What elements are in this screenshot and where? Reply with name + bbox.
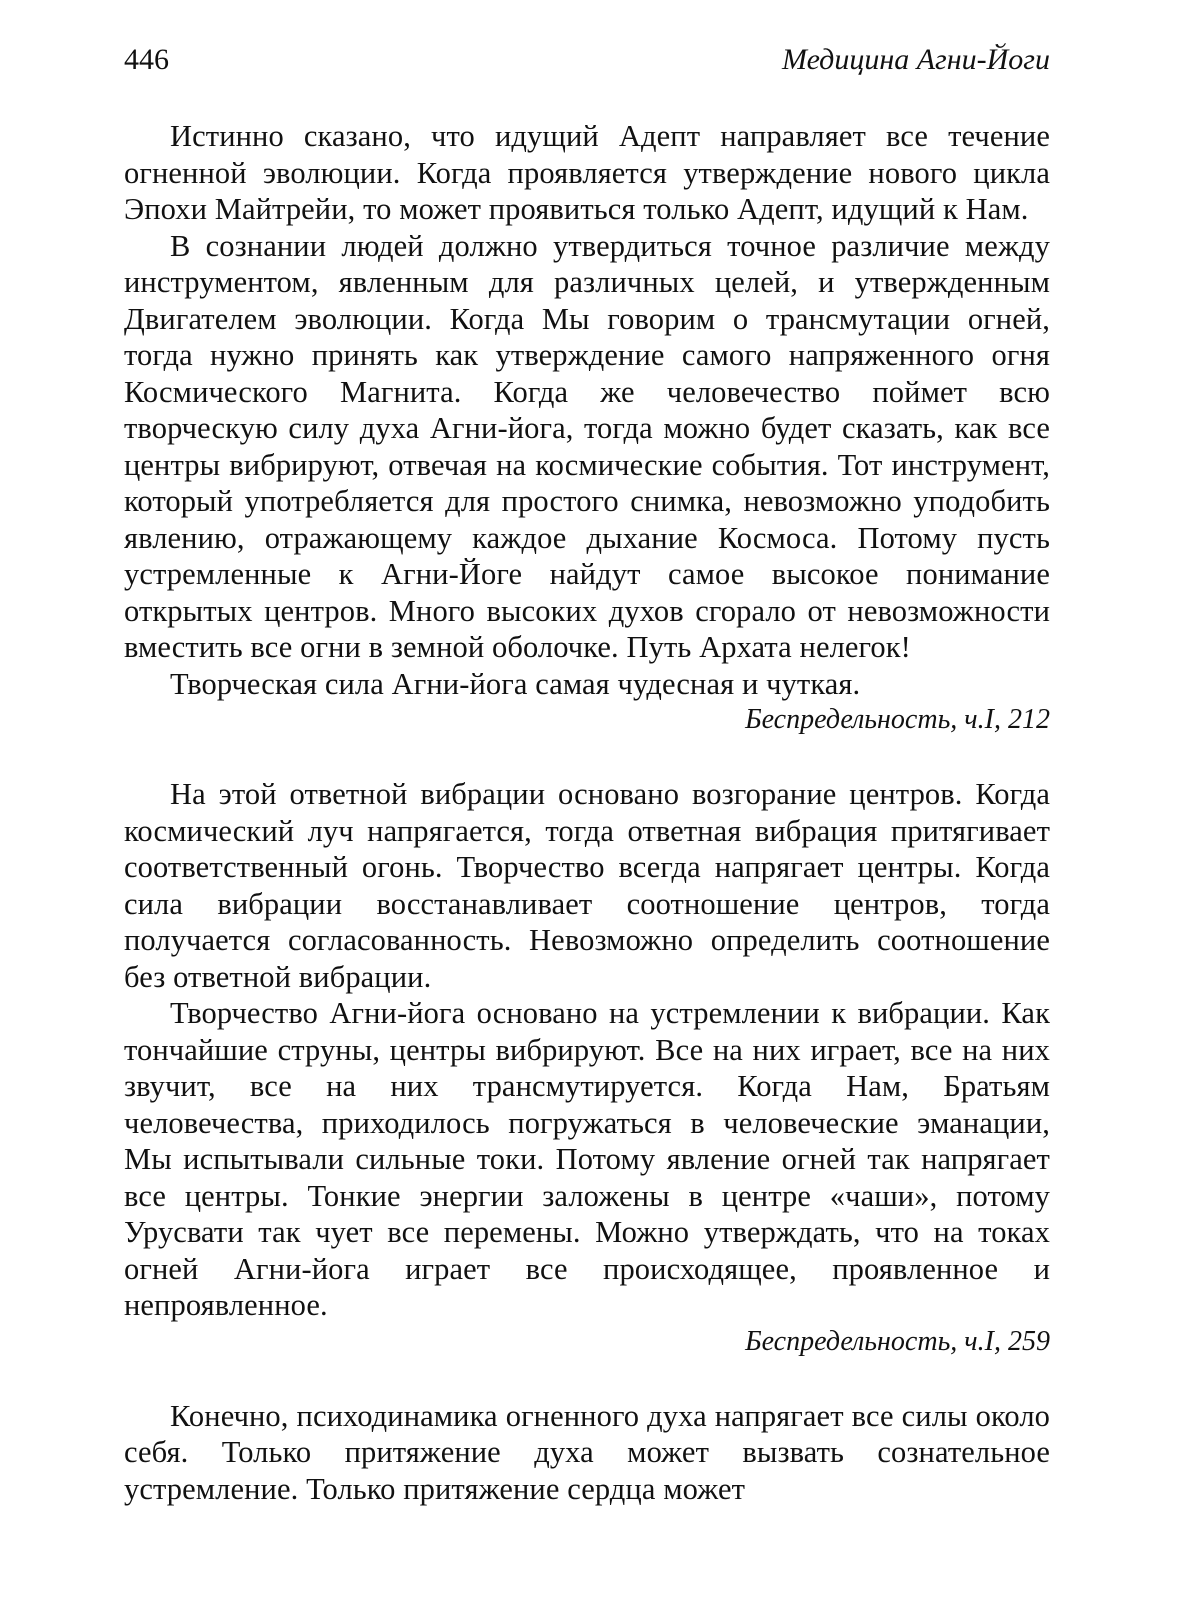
- paragraph: Творческая сила Агни-йога самая чудесная и чуткая.: [170, 666, 861, 701]
- source-citation: Беспредельность, ч.I, 212: [745, 704, 1050, 735]
- section-3: [124, 1398, 1050, 1508]
- section-divider: [124, 738, 1050, 776]
- book-page: [124, 40, 1050, 1507]
- paragraph: Творчество Агни-йога основано на устремлении к вибрации. Как тончайшие струны, центры вибрируют. Все на них играет, все на них звучит, все на них трансмутируется. Когда Нам, Братьям человечества, приходилось погружаться в человеческие эманации, Мы испытывали сильные токи. Потому явление огней так напрягает все центры. Тонкие энергии заложены в центре «чаши», потому Урусвати так чует все перемены. Можно утверждать, что на токах огней Агни-йога играет все происходящее, проявленное и непроявленное.: [124, 996, 1050, 1322]
- section-1: [124, 118, 1050, 738]
- source-citation: Беспредельность, ч.I, 259: [745, 1325, 1050, 1357]
- page-number: 446: [124, 43, 169, 76]
- running-head: [124, 40, 1050, 80]
- paragraph: Конечно, психодинамика огненного духа напрягает все силы около себя. Только притяжение духа может вызвать сознательное устремление. Только притяжение сердца может: [124, 1398, 1050, 1506]
- paragraph: Истинно сказано, что идущий Адепт направляет все течение огненной эволюции. Когда проявляется утверждение нового цикла Эпохи Майтрейи, то может проявиться только Адепт, идущий к Нам.: [124, 119, 1050, 226]
- paragraph: На этой ответной вибрации основано возгорание центров. Когда космический луч напрягается, тогда ответная вибрация притягивает соответственный огонь. Творчество всегда напрягает центры. Когда сила вибрации восстанавливает соотношение центров, тогда получается согласованность. Невозможно определить соотношение без ответной вибрации.: [124, 777, 1050, 994]
- running-title: Медицина Агни-Йоги: [782, 43, 1050, 76]
- section-2: [124, 776, 1050, 1360]
- section-divider: [124, 1360, 1050, 1398]
- paragraph: В сознании людей должно утвердиться точное различие между инструментом, явленным для различных целей, и утвержденным Двигателем эволюции. Когда Мы говорим о трансмутации огней, тогда нужно принять как утверждение самого напряженного огня Космического Магнита. Когда же человечество поймет всю творческую силу духа Агни-йога, тогда можно будет сказать, как все центры вибрируют, отвечая на космические события. Тот инструмент, который употребляется для простого снимка, невозможно уподобить явлению, отражающему каждое дыхание Космоса. Потому пусть устремленные к Агни-Йоге найдут самое высокое понимание открытых центров. Много высоких духов сгорало от невозможности вместить все огни в земной оболочке. Путь Архата нелегок!: [124, 228, 1050, 664]
